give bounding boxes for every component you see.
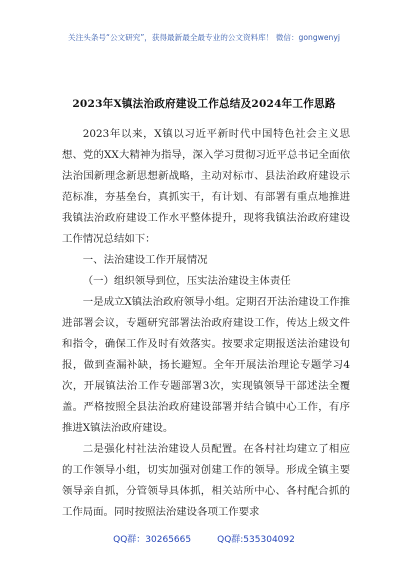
body-paragraph: 二是强化村社法治建设人员配置。在各村社均建立了相应的工作领导小组，切实加强对创建工作的领导。形成全镇主要领导亲自抓，分管领导具体抓，相关站所中心、各村配合抓的工作局面。同时按照法治建设各项工作要求 [62, 443, 350, 518]
footer [0, 532, 408, 545]
subsection-heading: （一）组织领导到位，压实法治建设主体责任 [82, 275, 291, 287]
footer-qq-group-2: QQ群:535304092 [217, 535, 295, 545]
section-heading: 一、法治建设工作开展情况 [82, 254, 208, 266]
body-paragraph: 2023年以来，X镇以习近平新时代中国特色社会主义思想、党的XX大精神为指导，深入学习贯彻习近平总书记全面依法治国新理念新思想新战略，主动对标市、县法治政府建设示范标准，夯基垒台，真抓实干，有计划、有部署有重点地推进我镇法治政府建设工作水平整体提升，现将我镇法治政府建设工作情况总结如下： [62, 128, 350, 245]
footer-qq-group-1: QQ群：30265665 [113, 535, 192, 545]
body-paragraph: 一是成立X镇法治政府领导小组。定期召开法治建设工作推进部署会议，专题研究部署法治政府建设工作，传达上级文件和指令，确保工作及时有效落实。按要求定期报送法治建设旬报，做到查漏补缺，扬长避短。全年开展法治理论专题学习4次，开展镇法治工作专题部署3次，实现镇领导干部述法全覆盖。严格按照全县法治政府建设部署并结合镇中心工作，有序推进X镇法治政府建设。 [62, 296, 350, 434]
header-promo-text: 关注头条号“公文研究”，获得最新最全最专业的公文资料库！ 微信：gongwenyj [68, 33, 340, 42]
document-body [62, 124, 350, 523]
document-title: 2023年X镇法治政府建设工作总结及2024年工作思路 [72, 98, 336, 110]
